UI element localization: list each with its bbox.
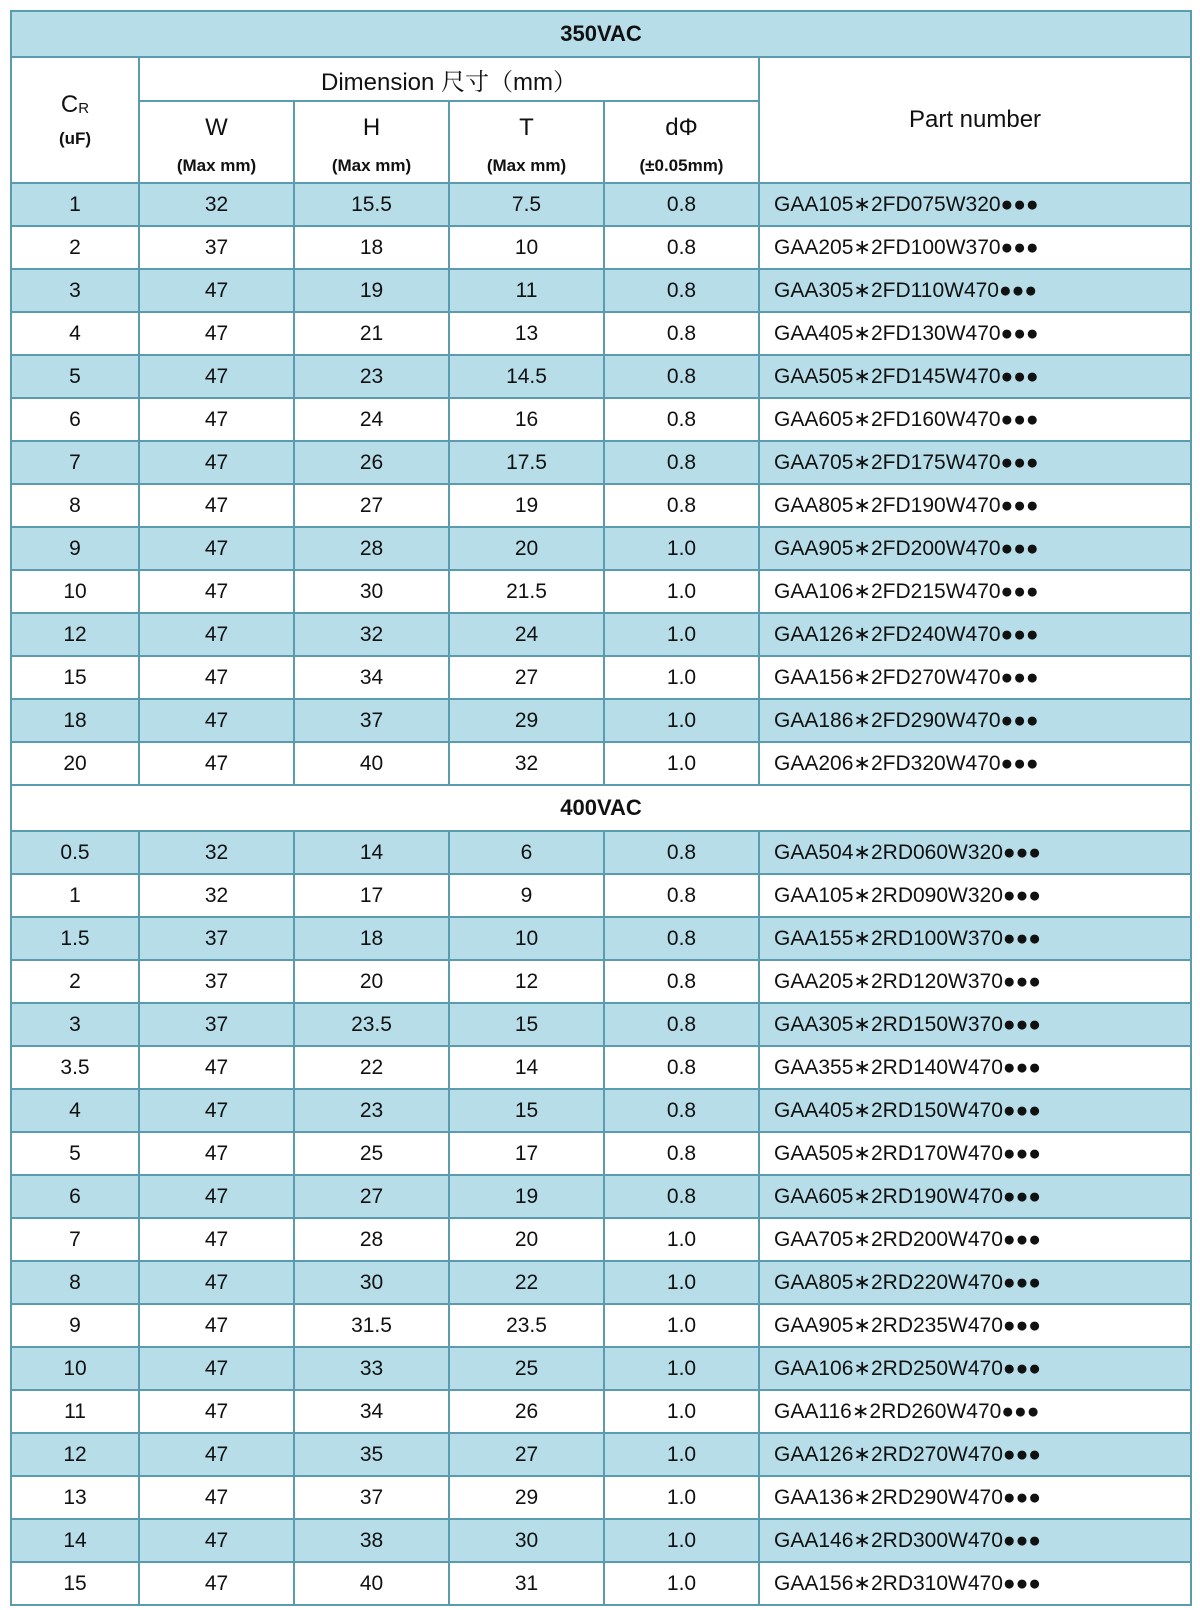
h-cell: 32 — [294, 613, 449, 656]
cr-cell: 5 — [11, 1132, 139, 1175]
dphi-cell: 1.0 — [604, 613, 759, 656]
part-number-cell: GAA106∗2FD215W470●●● — [759, 570, 1191, 613]
dphi-cell: 1.0 — [604, 1519, 759, 1562]
table-row — [11, 1519, 1191, 1562]
dphi-cell: 1.0 — [604, 527, 759, 570]
h-cell: 30 — [294, 570, 449, 613]
t-cell: 14.5 — [449, 355, 604, 398]
table-row — [11, 398, 1191, 441]
part-number-cell: GAA305∗2FD110W470●●● — [759, 269, 1191, 312]
table-row — [11, 613, 1191, 656]
dphi-cell: 1.0 — [604, 1218, 759, 1261]
table-row — [11, 1089, 1191, 1132]
col-h-header: H (Max mm) — [294, 101, 449, 183]
table-row — [11, 1261, 1191, 1304]
table-row — [11, 656, 1191, 699]
h-cell: 15.5 — [294, 183, 449, 226]
dphi-cell: 1.0 — [604, 1476, 759, 1519]
t-cell: 25 — [449, 1347, 604, 1390]
dphi-cell: 1.0 — [604, 742, 759, 785]
h-cell: 14 — [294, 831, 449, 874]
cr-unit: (uF) — [58, 129, 92, 148]
h-cell: 18 — [294, 917, 449, 960]
dphi-cell: 0.8 — [604, 1089, 759, 1132]
dphi-cell: 0.8 — [604, 917, 759, 960]
t-cell: 7.5 — [449, 183, 604, 226]
w-cell: 32 — [139, 183, 294, 226]
dphi-cell: 1.0 — [604, 1562, 759, 1605]
section-title-350vac: 350VAC — [11, 11, 1191, 57]
cr-cell: 3.5 — [11, 1046, 139, 1089]
t-cell: 19 — [449, 1175, 604, 1218]
part-number-cell: GAA105∗2FD075W320●●● — [759, 183, 1191, 226]
part-number-cell: GAA605∗2RD190W470●●● — [759, 1175, 1191, 1218]
dphi-cell: 1.0 — [604, 656, 759, 699]
t-cell: 12 — [449, 960, 604, 1003]
cr-label: C — [60, 91, 79, 118]
dphi-cell: 1.0 — [604, 1390, 759, 1433]
cr-cell: 2 — [11, 226, 139, 269]
dphi-cell: 1.0 — [604, 1433, 759, 1476]
dphi-cell: 0.8 — [604, 312, 759, 355]
cr-cell: 20 — [11, 742, 139, 785]
h-cell: 35 — [294, 1433, 449, 1476]
t-cell: 21.5 — [449, 570, 604, 613]
w-cell: 47 — [139, 1132, 294, 1175]
cr-cell: 0.5 — [11, 831, 139, 874]
w-cell: 47 — [139, 1218, 294, 1261]
w-cell: 47 — [139, 484, 294, 527]
w-cell: 47 — [139, 570, 294, 613]
table-row — [11, 742, 1191, 785]
part-number-cell: GAA305∗2RD150W370●●● — [759, 1003, 1191, 1046]
dphi-cell: 0.8 — [604, 1003, 759, 1046]
t-cell: 20 — [449, 1218, 604, 1261]
dphi-cell: 0.8 — [604, 355, 759, 398]
h-cell: 34 — [294, 1390, 449, 1433]
table-row — [11, 1390, 1191, 1433]
t-cell: 22 — [449, 1261, 604, 1304]
dphi-cell: 1.0 — [604, 570, 759, 613]
h-cell: 24 — [294, 398, 449, 441]
w-cell: 47 — [139, 1347, 294, 1390]
t-cell: 9 — [449, 874, 604, 917]
spec-table-container — [10, 10, 1192, 1606]
cr-cell: 8 — [11, 484, 139, 527]
table-row — [11, 960, 1191, 1003]
w-cell: 47 — [139, 269, 294, 312]
cr-cell: 3 — [11, 269, 139, 312]
h-cell: 20 — [294, 960, 449, 1003]
h-cell: 37 — [294, 1476, 449, 1519]
part-number-cell: GAA146∗2RD300W470●●● — [759, 1519, 1191, 1562]
part-number-cell: GAA805∗2FD190W470●●● — [759, 484, 1191, 527]
col-t-header: T (Max mm) — [449, 101, 604, 183]
w-cell: 47 — [139, 1046, 294, 1089]
dphi-cell: 0.8 — [604, 226, 759, 269]
part-number-cell: GAA156∗2RD310W470●●● — [759, 1562, 1191, 1605]
part-number-cell: GAA206∗2FD320W470●●● — [759, 742, 1191, 785]
t-cell: 17 — [449, 1132, 604, 1175]
h-cell: 26 — [294, 441, 449, 484]
cr-cell: 4 — [11, 312, 139, 355]
part-number-cell: GAA505∗2RD170W470●●● — [759, 1132, 1191, 1175]
dphi-cell: 0.8 — [604, 441, 759, 484]
cr-cell: 14 — [11, 1519, 139, 1562]
part-number-cell: GAA156∗2FD270W470●●● — [759, 656, 1191, 699]
t-cell: 19 — [449, 484, 604, 527]
w-cell: 47 — [139, 441, 294, 484]
t-cell: 17.5 — [449, 441, 604, 484]
table-row — [11, 570, 1191, 613]
h-cell: 23 — [294, 355, 449, 398]
table-row — [11, 1304, 1191, 1347]
w-cell: 47 — [139, 742, 294, 785]
cr-cell: 12 — [11, 613, 139, 656]
cr-cell: 15 — [11, 656, 139, 699]
t-cell: 13 — [449, 312, 604, 355]
dphi-cell: 0.8 — [604, 398, 759, 441]
part-number-cell: GAA905∗2FD200W470●●● — [759, 527, 1191, 570]
part-number-cell: GAA205∗2RD120W370●●● — [759, 960, 1191, 1003]
table-row — [11, 312, 1191, 355]
w-cell: 47 — [139, 1476, 294, 1519]
w-cell: 47 — [139, 1433, 294, 1476]
h-cell: 27 — [294, 1175, 449, 1218]
dphi-cell: 1.0 — [604, 699, 759, 742]
cr-cell: 3 — [11, 1003, 139, 1046]
w-cell: 37 — [139, 1003, 294, 1046]
part-number-cell: GAA355∗2RD140W470●●● — [759, 1046, 1191, 1089]
h-cell: 22 — [294, 1046, 449, 1089]
cr-cell: 9 — [11, 527, 139, 570]
cr-cell: 18 — [11, 699, 139, 742]
h-cell: 31.5 — [294, 1304, 449, 1347]
w-cell: 47 — [139, 1089, 294, 1132]
part-number-cell: GAA705∗2RD200W470●●● — [759, 1218, 1191, 1261]
cr-cell: 2 — [11, 960, 139, 1003]
t-cell: 10 — [449, 226, 604, 269]
table-row — [11, 917, 1191, 960]
cr-header — [11, 57, 139, 183]
table-row — [11, 1046, 1191, 1089]
table-row — [11, 1433, 1191, 1476]
table-row — [11, 1476, 1191, 1519]
section-title-400vac: 400VAC — [11, 785, 1191, 831]
t-cell: 16 — [449, 398, 604, 441]
part-number-cell: GAA116∗2RD260W470●●● — [759, 1390, 1191, 1433]
h-cell: 28 — [294, 1218, 449, 1261]
part-number-cell: GAA505∗2FD145W470●●● — [759, 355, 1191, 398]
h-cell: 23.5 — [294, 1003, 449, 1046]
table-row — [11, 355, 1191, 398]
h-cell: 40 — [294, 742, 449, 785]
t-cell: 23.5 — [449, 1304, 604, 1347]
h-cell: 18 — [294, 226, 449, 269]
table-row — [11, 226, 1191, 269]
w-cell: 47 — [139, 1390, 294, 1433]
table-row — [11, 1132, 1191, 1175]
part-number-cell: GAA186∗2FD290W470●●● — [759, 699, 1191, 742]
w-cell: 32 — [139, 831, 294, 874]
w-cell: 47 — [139, 355, 294, 398]
t-cell: 27 — [449, 656, 604, 699]
cr-cell: 10 — [11, 1347, 139, 1390]
table-row — [11, 1175, 1191, 1218]
part-number-cell: GAA136∗2RD290W470●●● — [759, 1476, 1191, 1519]
header-row-1 — [11, 57, 1191, 101]
section-header-row — [11, 11, 1191, 57]
t-cell: 29 — [449, 1476, 604, 1519]
h-cell: 25 — [294, 1132, 449, 1175]
part-number-cell: GAA106∗2RD250W470●●● — [759, 1347, 1191, 1390]
cr-cell: 6 — [11, 398, 139, 441]
w-cell: 47 — [139, 1562, 294, 1605]
cr-cell: 9 — [11, 1304, 139, 1347]
h-cell: 17 — [294, 874, 449, 917]
cr-cell: 1 — [11, 183, 139, 226]
table-row — [11, 484, 1191, 527]
dphi-cell: 1.0 — [604, 1261, 759, 1304]
dphi-cell: 1.0 — [604, 1347, 759, 1390]
part-number-cell: GAA805∗2RD220W470●●● — [759, 1261, 1191, 1304]
table-row — [11, 527, 1191, 570]
dphi-cell: 0.8 — [604, 484, 759, 527]
cr-cell: 13 — [11, 1476, 139, 1519]
t-cell: 14 — [449, 1046, 604, 1089]
dphi-cell: 0.8 — [604, 269, 759, 312]
w-cell: 47 — [139, 1175, 294, 1218]
table-row — [11, 441, 1191, 484]
cr-cell: 15 — [11, 1562, 139, 1605]
t-cell: 15 — [449, 1089, 604, 1132]
cr-cell: 4 — [11, 1089, 139, 1132]
h-cell: 27 — [294, 484, 449, 527]
w-cell: 47 — [139, 656, 294, 699]
w-cell: 37 — [139, 226, 294, 269]
cr-subscript: R — [78, 100, 90, 117]
t-cell: 24 — [449, 613, 604, 656]
part-number-cell: GAA504∗2RD060W320●●● — [759, 831, 1191, 874]
table-row — [11, 269, 1191, 312]
t-cell: 29 — [449, 699, 604, 742]
part-number-cell: GAA126∗2RD270W470●●● — [759, 1433, 1191, 1476]
w-cell: 37 — [139, 917, 294, 960]
t-cell: 26 — [449, 1390, 604, 1433]
cr-cell: 12 — [11, 1433, 139, 1476]
table-row — [11, 1218, 1191, 1261]
table-row — [11, 874, 1191, 917]
h-cell: 19 — [294, 269, 449, 312]
h-cell: 37 — [294, 699, 449, 742]
t-cell: 20 — [449, 527, 604, 570]
h-cell: 21 — [294, 312, 449, 355]
part-number-header: Part number — [759, 57, 1191, 183]
table-row — [11, 831, 1191, 874]
dphi-cell: 0.8 — [604, 1046, 759, 1089]
table-row — [11, 1003, 1191, 1046]
table-row — [11, 699, 1191, 742]
t-cell: 31 — [449, 1562, 604, 1605]
part-number-cell: GAA905∗2RD235W470●●● — [759, 1304, 1191, 1347]
cr-cell: 6 — [11, 1175, 139, 1218]
cr-cell: 8 — [11, 1261, 139, 1304]
section-header-row — [11, 785, 1191, 831]
part-number-cell: GAA705∗2FD175W470●●● — [759, 441, 1191, 484]
dphi-cell: 0.8 — [604, 960, 759, 1003]
part-number-cell: GAA205∗2FD100W370●●● — [759, 226, 1191, 269]
table-row — [11, 1347, 1191, 1390]
t-cell: 30 — [449, 1519, 604, 1562]
w-cell: 47 — [139, 613, 294, 656]
dphi-cell: 0.8 — [604, 183, 759, 226]
w-cell: 47 — [139, 1304, 294, 1347]
cr-cell: 5 — [11, 355, 139, 398]
w-cell: 47 — [139, 398, 294, 441]
w-cell: 32 — [139, 874, 294, 917]
t-cell: 6 — [449, 831, 604, 874]
part-number-cell: GAA605∗2FD160W470●●● — [759, 398, 1191, 441]
h-cell: 40 — [294, 1562, 449, 1605]
h-cell: 28 — [294, 527, 449, 570]
cr-cell: 7 — [11, 1218, 139, 1261]
h-cell: 30 — [294, 1261, 449, 1304]
dphi-cell: 0.8 — [604, 1132, 759, 1175]
col-w-header: W (Max mm) — [139, 101, 294, 183]
table-row — [11, 183, 1191, 226]
dimension-header: Dimension 尺寸（mm） — [139, 57, 759, 101]
part-number-cell: GAA126∗2FD240W470●●● — [759, 613, 1191, 656]
part-number-cell: GAA405∗2FD130W470●●● — [759, 312, 1191, 355]
dphi-cell: 0.8 — [604, 831, 759, 874]
w-cell: 37 — [139, 960, 294, 1003]
part-number-cell: GAA155∗2RD100W370●●● — [759, 917, 1191, 960]
w-cell: 47 — [139, 312, 294, 355]
t-cell: 11 — [449, 269, 604, 312]
part-number-cell: GAA105∗2RD090W320●●● — [759, 874, 1191, 917]
cr-cell: 10 — [11, 570, 139, 613]
h-cell: 33 — [294, 1347, 449, 1390]
cr-cell: 7 — [11, 441, 139, 484]
cr-cell: 1 — [11, 874, 139, 917]
w-cell: 47 — [139, 1519, 294, 1562]
w-cell: 47 — [139, 1261, 294, 1304]
h-cell: 23 — [294, 1089, 449, 1132]
t-cell: 15 — [449, 1003, 604, 1046]
cr-cell: 11 — [11, 1390, 139, 1433]
cr-cell: 1.5 — [11, 917, 139, 960]
dphi-cell: 1.0 — [604, 1304, 759, 1347]
w-cell: 47 — [139, 527, 294, 570]
dphi-cell: 0.8 — [604, 874, 759, 917]
t-cell: 27 — [449, 1433, 604, 1476]
h-cell: 34 — [294, 656, 449, 699]
h-cell: 38 — [294, 1519, 449, 1562]
dphi-cell: 0.8 — [604, 1175, 759, 1218]
part-number-cell: GAA405∗2RD150W470●●● — [759, 1089, 1191, 1132]
col-dphi-header: dΦ (±0.05mm) — [604, 101, 759, 183]
w-cell: 47 — [139, 699, 294, 742]
capacitor-spec-table — [10, 10, 1192, 1606]
table-row — [11, 1562, 1191, 1605]
t-cell: 32 — [449, 742, 604, 785]
t-cell: 10 — [449, 917, 604, 960]
